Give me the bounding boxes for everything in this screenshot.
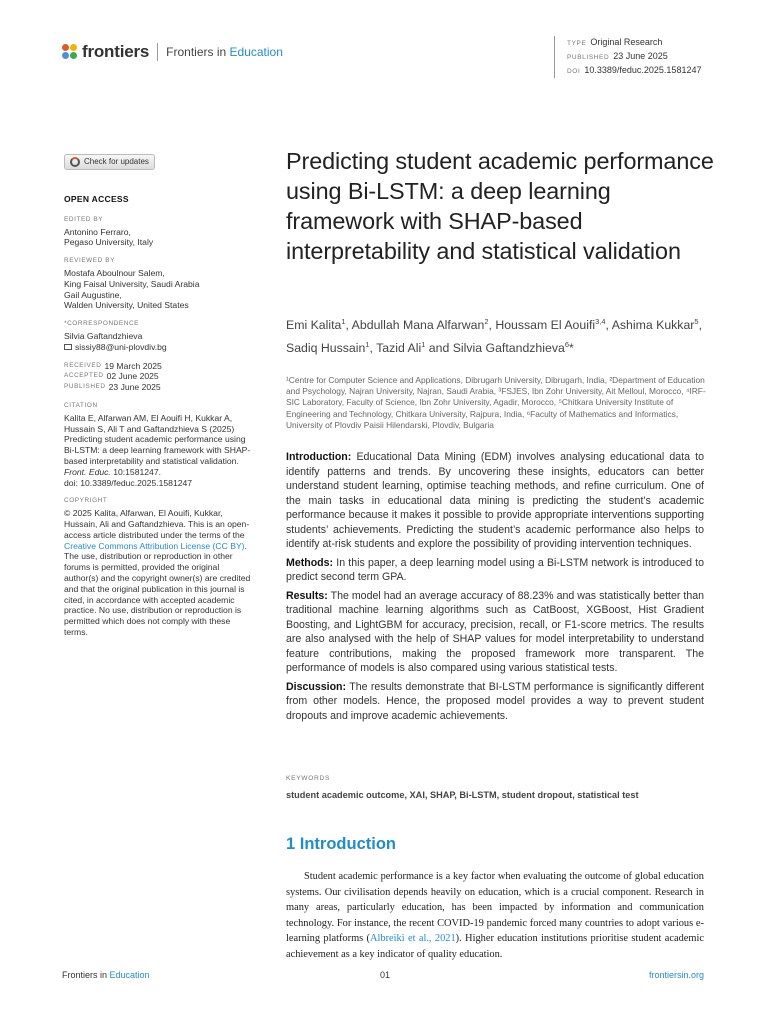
copyright-text: © 2025 Kalita, Alfarwan, El Aouifi, Kukkar, Hussain, Ali and Gaftandzhieva. This is an open-access article distributed under the terms of the: [64, 508, 250, 540]
meta-published: [567, 50, 701, 64]
received-date: [64, 361, 254, 372]
published-value: 23 June 2025: [108, 382, 161, 393]
citation-label: CITATION: [64, 401, 98, 409]
check-updates-label: Check for updates: [84, 156, 149, 166]
meta-published-label: PUBLISHED: [567, 54, 610, 61]
correspondence-email-row[interactable]: [64, 342, 254, 353]
accepted-value: 02 June 2025: [106, 371, 159, 382]
journal-prefix: Frontiers in: [166, 45, 227, 59]
abstract-results: [286, 589, 704, 676]
received-label: RECEIVED: [64, 361, 102, 369]
editor-affiliation: Pegaso University, Italy: [64, 237, 154, 248]
abstract-methods: [286, 556, 704, 585]
page-number: 01: [380, 970, 391, 980]
article-title: Predicting student academic performance using Bi-LSTM: a deep learning framework with SHAP-based interpretability and statistical validation: [286, 148, 714, 264]
frontiers-logo-icon: [62, 44, 78, 60]
published-date: [64, 382, 254, 393]
page-header: [62, 37, 712, 76]
reviewed-by: [64, 256, 254, 311]
copyright: [64, 496, 254, 637]
frontiers-logo[interactable]: [62, 42, 283, 62]
abstract-results-label: Results:: [286, 589, 328, 602]
copyright-label: COPYRIGHT: [64, 497, 108, 505]
reviewed-by-label: REVIEWED BY: [64, 257, 115, 265]
footer-journal-prefix: Frontiers in: [62, 970, 108, 980]
logo-divider: [157, 43, 158, 61]
author-list: Emi Kalita$^1$, Abdullah Mana Alfarwan$^2$, Houssam El Aouifi$^{3,4}$, Ashima Kukkar$^5$, Sadiq Hussain$^1$, Tazid Ali$^1$ and Silvia Gaftandzhieva$^6$*: [286, 317, 702, 356]
article-meta: [554, 36, 701, 78]
citation-journal: Front. Educ.: [64, 466, 111, 477]
reviewer-affiliation: Walden University, United States: [64, 300, 189, 311]
mail-icon: [64, 344, 72, 350]
correspondence-email[interactable]: sissiy88@uni-plovdiv.bg: [75, 341, 167, 352]
meta-doi-value[interactable]: 10.3389/feduc.2025.1581247: [584, 65, 702, 75]
journal-name[interactable]: [166, 45, 283, 59]
check-updates-button[interactable]: [64, 154, 155, 170]
abstract-discussion: [286, 680, 704, 724]
meta-type: [567, 36, 701, 50]
citation-text: Kalita E, Alfarwan AM, El Aouifi H, Kukkar A, Hussain S, Ali T and Gaftandzhieva S (2025) Predicting student academic performance using Bi-LSTM: a deep learning framework with SHAP-based interpretability and statistical validation.: [64, 412, 251, 466]
editor-name: Antonino Ferraro,: [64, 226, 131, 237]
accepted-label: ACCEPTED: [64, 372, 104, 380]
meta-type-value: Original Research: [590, 37, 663, 47]
abstract-introduction: [286, 450, 704, 552]
body-paragraph: [286, 869, 704, 963]
correspondence: [64, 319, 254, 352]
abstract: [286, 450, 704, 727]
body-text-2: ). Higher education institutions prioritise student academic achievement as a key indicator of quality education.: [286, 933, 704, 960]
citation: [64, 401, 254, 488]
affiliations: ¹Centre for Computer Science and Applications, Dibrugarh University, Dibrugarh, India, ²Department of Education and Psychology, Najran University, Najran, Saudi Arabia, ³FSJES, Ibn Zohr University, Ait Melloul, Morocco, ⁴IRF-SIC Laboratory, Faculty of Science, Ibn Zohr University, Agadir, Morocco, ⁵Chitkara University Institute of Engineering and Technology, Chitkara University, Rajpura, India, ⁶Faculty of Mathematics and Informatics, University of Plovdiv Paisii Hilendarski, Plovdiv, Bulgaria: [286, 375, 706, 430]
meta-doi: [567, 64, 701, 78]
meta-doi-label: DOI: [567, 68, 581, 75]
citation-link[interactable]: Albreiki et al., 2021: [370, 933, 456, 945]
copyright-text-cont: . The use, distribution or reproduction in other forums is permitted, provided the original author(s) and the copyright owner(s) are credited and that the original publication in this journal is cited, in accordance with accepted academic practice. No use, distribution or reproduction is permitted which does not comply with these terms.: [64, 540, 251, 637]
refresh-icon: [70, 157, 80, 167]
meta-type-label: TYPE: [567, 40, 587, 47]
meta-published-value: 23 June 2025: [613, 51, 668, 61]
abstract-intro-label: Introduction:: [286, 451, 352, 463]
edited-by: [64, 215, 254, 248]
abstract-methods-label: Methods:: [286, 556, 334, 569]
edited-by-label: EDITED BY: [64, 215, 104, 223]
citation-volume: 10:1581247.: [110, 466, 161, 477]
received-value: 19 March 2025: [104, 360, 162, 371]
footer-journal: [62, 970, 150, 980]
abstract-discussion-label: Discussion:: [286, 680, 347, 693]
abstract-intro-text: Educational Data Mining (EDM) involves analysing educational data to identify patterns and trends. By uncovering these insights, educators can better understand student learning, optimise teaching methods, and refine curriculum. One of the main tasks in educational data mining is predicting the student’s academic performance because it makes it possible to provide appropriate interventions supporting students’ achievements. Predicting the student’s academic performance also helps to identify at-risk students and explore the possibility of providing intervention techniques.: [286, 451, 704, 550]
published-label: PUBLISHED: [64, 383, 106, 391]
accepted-date: [64, 371, 254, 382]
section-title: 1 Introduction: [286, 835, 396, 853]
article-sidebar: [64, 154, 254, 646]
body-text-1: Student academic performance is a key factor when evaluating the outcome of global education systems. Our civilisation depends heavily on education, which is a crucial component. Research in many areas, particularly education, has been impacted by information and communication technology. For instance, the recent COVID-19 pandemic forced many countries to adopt various e-learning platforms (: [286, 871, 704, 945]
logo-text: frontiers: [82, 42, 150, 61]
keywords-label: KEYWORDS: [286, 775, 331, 782]
abstract-methods-text: In this paper, a deep learning model using a Bi-LSTM network is introduced to predict second term GPA.: [286, 556, 704, 583]
open-access-label: OPEN ACCESS: [64, 194, 129, 204]
cc-license-link[interactable]: Creative Commons Attribution License (CC BY): [64, 540, 245, 551]
correspondence-name: Silvia Gaftandzhieva: [64, 330, 143, 341]
page-footer: [62, 970, 704, 984]
keywords: student academic outcome, XAI, SHAP, Bi-LSTM, student dropout, statistical test: [286, 790, 639, 800]
abstract-discussion-text: The results demonstrate that BI-LSTM performance is significantly different from other models. Hence, the proposed model provides a way to prevent student dropouts and improve academic achievements.: [286, 680, 704, 722]
reviewer-affiliation: King Faisal University, Saudi Arabia: [64, 278, 200, 289]
abstract-results-text: The model had an average accuracy of 88.23% and was statistically better than traditional machine learning algorithms such as CatBoost, XGBoost, Hist Gradient Boosting, and LightGBM for accuracy, precision, recall, or F1-score metrics. The results are also analysed with the help of SHAP values for model interpretability to understand feature contributions, making the proposed framework more transparent. The performance of models is also compared using various statistical tests.: [286, 589, 704, 674]
footer-journal-name: Education: [109, 970, 150, 980]
journal-title: Education: [229, 45, 283, 59]
dates: [64, 361, 254, 393]
citation-doi[interactable]: doi: 10.3389/feduc.2025.1581247: [64, 477, 193, 488]
correspondence-label: *CORRESPONDENCE: [64, 320, 140, 328]
reviewer-name: Gail Augustine,: [64, 289, 122, 300]
site-link[interactable]: frontiersin.org: [648, 970, 704, 980]
reviewer-name: Mostafa Aboulnour Salem,: [64, 267, 165, 278]
